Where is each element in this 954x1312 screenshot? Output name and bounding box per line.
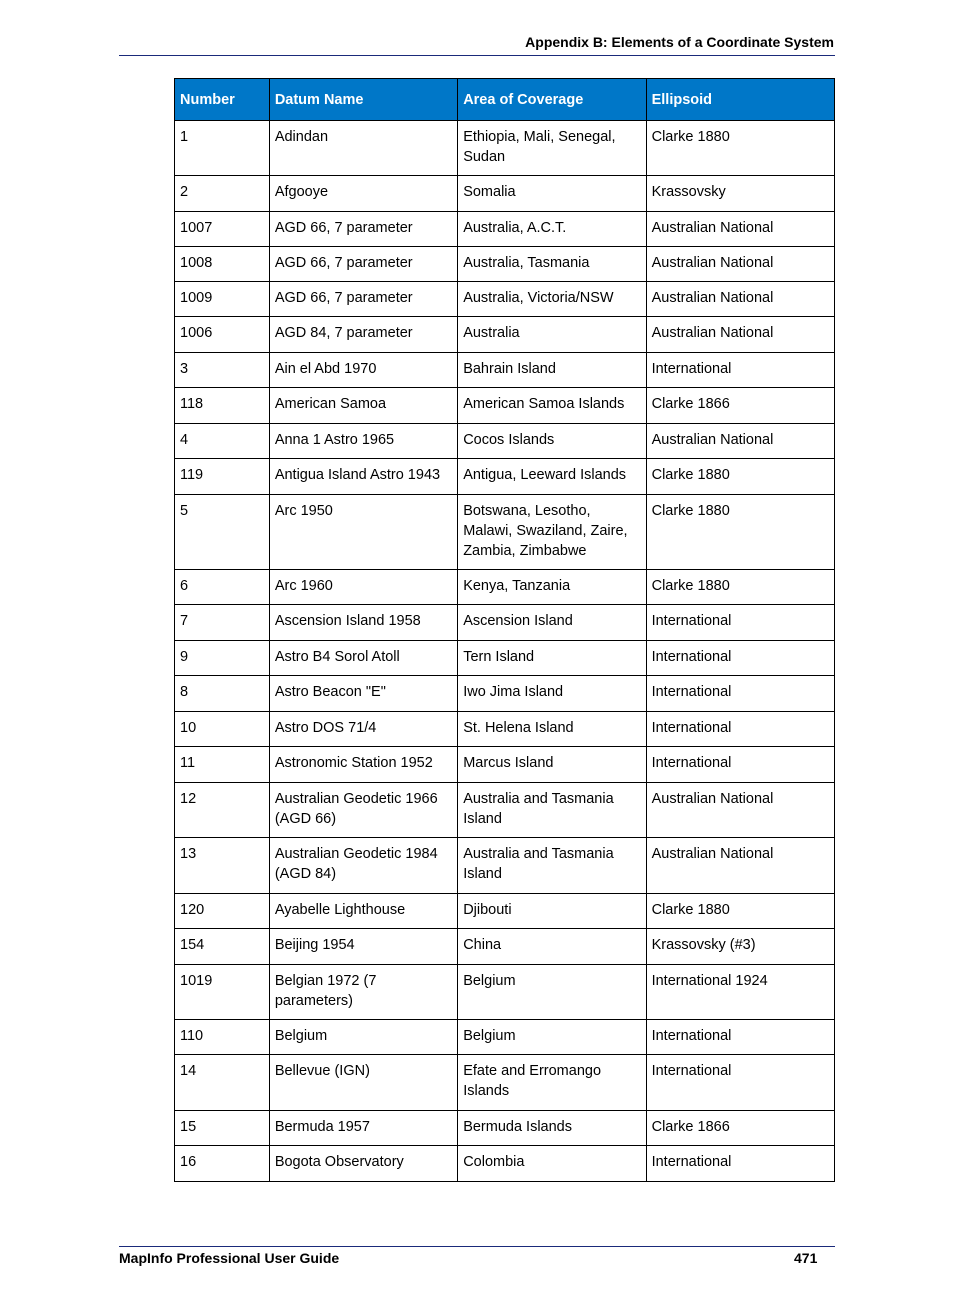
table-row [175, 929, 835, 965]
cell-ellipsoid: International 1924 [646, 965, 834, 1020]
cell-number: 1006 [175, 317, 270, 353]
cell-area-of-coverage: Antigua, Leeward Islands [458, 459, 646, 495]
cell-area-of-coverage: Cocos Islands [458, 424, 646, 459]
cell-area-of-coverage: Bermuda Islands [458, 1111, 646, 1146]
cell-area-of-coverage: Australia, Tasmania [458, 247, 646, 282]
table-body [175, 121, 835, 1182]
cell-number: 154 [175, 929, 270, 965]
table-row [175, 1146, 835, 1182]
cell-ellipsoid: Clarke 1880 [646, 495, 834, 570]
table-row [175, 676, 835, 712]
cell-number: 11 [175, 747, 270, 783]
cell-number: 9 [175, 641, 270, 676]
cell-datum-name: Arc 1950 [269, 495, 457, 570]
cell-datum-name: AGD 84, 7 parameter [269, 317, 457, 353]
cell-area-of-coverage: Australia, A.C.T. [458, 212, 646, 247]
cell-ellipsoid: International [646, 747, 834, 783]
cell-datum-name: Australian Geodetic 1984 (AGD 84) [269, 838, 457, 894]
cell-ellipsoid: International [646, 641, 834, 676]
cell-datum-name: Ascension Island 1958 [269, 605, 457, 641]
cell-ellipsoid: Australian National [646, 317, 834, 353]
table-row [175, 247, 835, 282]
cell-datum-name: Adindan [269, 121, 457, 176]
footer-guide-title: MapInfo Professional User Guide [119, 1250, 340, 1266]
cell-ellipsoid: International [646, 1055, 834, 1111]
cell-number: 13 [175, 838, 270, 894]
cell-datum-name: Astro Beacon "E" [269, 676, 457, 712]
table-row [175, 495, 835, 570]
cell-area-of-coverage: Djibouti [458, 894, 646, 929]
cell-number: 119 [175, 459, 270, 495]
table-row [175, 1111, 835, 1146]
table-row [175, 1020, 835, 1055]
cell-number: 120 [175, 894, 270, 929]
column-header-datum-name: Datum Name [269, 79, 457, 121]
cell-area-of-coverage: Colombia [458, 1146, 646, 1182]
footer-divider [119, 1246, 835, 1247]
table-row [175, 712, 835, 747]
cell-datum-name: Bogota Observatory [269, 1146, 457, 1182]
cell-datum-name: AGD 66, 7 parameter [269, 247, 457, 282]
cell-ellipsoid: International [646, 712, 834, 747]
cell-number: 2 [175, 176, 270, 212]
table-row [175, 838, 835, 894]
cell-area-of-coverage: Ethiopia, Mali, Senegal, Sudan [458, 121, 646, 176]
cell-number: 1 [175, 121, 270, 176]
cell-ellipsoid: International [646, 1020, 834, 1055]
cell-area-of-coverage: American Samoa Islands [458, 388, 646, 424]
cell-datum-name: Belgium [269, 1020, 457, 1055]
page-header-title: Appendix B: Elements of a Coordinate System [525, 34, 834, 50]
table-row [175, 570, 835, 605]
cell-datum-name: Bermuda 1957 [269, 1111, 457, 1146]
cell-ellipsoid: Clarke 1866 [646, 1111, 834, 1146]
cell-area-of-coverage: Tern Island [458, 641, 646, 676]
cell-number: 5 [175, 495, 270, 570]
table-row [175, 894, 835, 929]
cell-number: 4 [175, 424, 270, 459]
table-row [175, 353, 835, 388]
cell-ellipsoid: International [646, 1146, 834, 1182]
table-row [175, 605, 835, 641]
cell-area-of-coverage: Australia and Tasmania Island [458, 838, 646, 894]
cell-area-of-coverage: Somalia [458, 176, 646, 212]
cell-datum-name: Afgooye [269, 176, 457, 212]
cell-number: 110 [175, 1020, 270, 1055]
cell-ellipsoid: Krassovsky [646, 176, 834, 212]
cell-ellipsoid: Australian National [646, 212, 834, 247]
cell-ellipsoid: Clarke 1880 [646, 570, 834, 605]
table-row [175, 1055, 835, 1111]
cell-datum-name: Belgian 1972 (7 parameters) [269, 965, 457, 1020]
cell-ellipsoid: International [646, 353, 834, 388]
table-row [175, 459, 835, 495]
cell-number: 118 [175, 388, 270, 424]
cell-number: 14 [175, 1055, 270, 1111]
cell-datum-name: Ain el Abd 1970 [269, 353, 457, 388]
column-header-ellipsoid: Ellipsoid [646, 79, 834, 121]
header-divider [119, 55, 835, 56]
footer-page-number: 471 [794, 1250, 818, 1266]
cell-area-of-coverage: Australia [458, 317, 646, 353]
table-header-row [175, 79, 835, 121]
table-row [175, 282, 835, 317]
cell-datum-name: Astro B4 Sorol Atoll [269, 641, 457, 676]
table-row [175, 965, 835, 1020]
cell-area-of-coverage: St. Helena Island [458, 712, 646, 747]
cell-area-of-coverage: Ascension Island [458, 605, 646, 641]
cell-number: 3 [175, 353, 270, 388]
cell-number: 12 [175, 783, 270, 838]
cell-ellipsoid: International [646, 605, 834, 641]
cell-datum-name: Ayabelle Lighthouse [269, 894, 457, 929]
cell-area-of-coverage: China [458, 929, 646, 965]
column-header-number: Number [175, 79, 270, 121]
cell-datum-name: Australian Geodetic 1966 (AGD 66) [269, 783, 457, 838]
cell-number: 16 [175, 1146, 270, 1182]
cell-ellipsoid: International [646, 676, 834, 712]
datum-table [174, 78, 835, 1182]
cell-area-of-coverage: Iwo Jima Island [458, 676, 646, 712]
column-header-area-of-coverage: Area of Coverage [458, 79, 646, 121]
cell-datum-name: Astronomic Station 1952 [269, 747, 457, 783]
table-row [175, 641, 835, 676]
table-row [175, 424, 835, 459]
cell-ellipsoid: Australian National [646, 424, 834, 459]
cell-ellipsoid: Clarke 1880 [646, 894, 834, 929]
cell-number: 1009 [175, 282, 270, 317]
cell-area-of-coverage: Marcus Island [458, 747, 646, 783]
cell-area-of-coverage: Australia, Victoria/NSW [458, 282, 646, 317]
cell-area-of-coverage: Botswana, Lesotho, Malawi, Swaziland, Zaire, Zambia, Zimbabwe [458, 495, 646, 570]
cell-ellipsoid: Australian National [646, 247, 834, 282]
cell-area-of-coverage: Bahrain Island [458, 353, 646, 388]
cell-number: 1019 [175, 965, 270, 1020]
cell-datum-name: Bellevue (IGN) [269, 1055, 457, 1111]
cell-number: 10 [175, 712, 270, 747]
table-row [175, 317, 835, 353]
cell-number: 7 [175, 605, 270, 641]
cell-number: 8 [175, 676, 270, 712]
table-row [175, 747, 835, 783]
cell-datum-name: AGD 66, 7 parameter [269, 282, 457, 317]
table-row [175, 121, 835, 176]
cell-area-of-coverage: Belgium [458, 1020, 646, 1055]
cell-number: 6 [175, 570, 270, 605]
cell-number: 1008 [175, 247, 270, 282]
cell-ellipsoid: Krassovsky (#3) [646, 929, 834, 965]
cell-area-of-coverage: Efate and Erromango Islands [458, 1055, 646, 1111]
cell-datum-name: Arc 1960 [269, 570, 457, 605]
cell-datum-name: Anna 1 Astro 1965 [269, 424, 457, 459]
cell-area-of-coverage: Belgium [458, 965, 646, 1020]
cell-ellipsoid: Clarke 1880 [646, 121, 834, 176]
cell-datum-name: Beijing 1954 [269, 929, 457, 965]
cell-ellipsoid: Clarke 1866 [646, 388, 834, 424]
cell-number: 15 [175, 1111, 270, 1146]
table-row [175, 212, 835, 247]
table-row [175, 176, 835, 212]
cell-datum-name: American Samoa [269, 388, 457, 424]
cell-ellipsoid: Clarke 1880 [646, 459, 834, 495]
cell-number: 1007 [175, 212, 270, 247]
cell-ellipsoid: Australian National [646, 282, 834, 317]
cell-area-of-coverage: Australia and Tasmania Island [458, 783, 646, 838]
table-row [175, 388, 835, 424]
cell-datum-name: Antigua Island Astro 1943 [269, 459, 457, 495]
cell-datum-name: Astro DOS 71/4 [269, 712, 457, 747]
cell-ellipsoid: Australian National [646, 783, 834, 838]
cell-ellipsoid: Australian National [646, 838, 834, 894]
cell-datum-name: AGD 66, 7 parameter [269, 212, 457, 247]
cell-area-of-coverage: Kenya, Tanzania [458, 570, 646, 605]
table-row [175, 783, 835, 838]
